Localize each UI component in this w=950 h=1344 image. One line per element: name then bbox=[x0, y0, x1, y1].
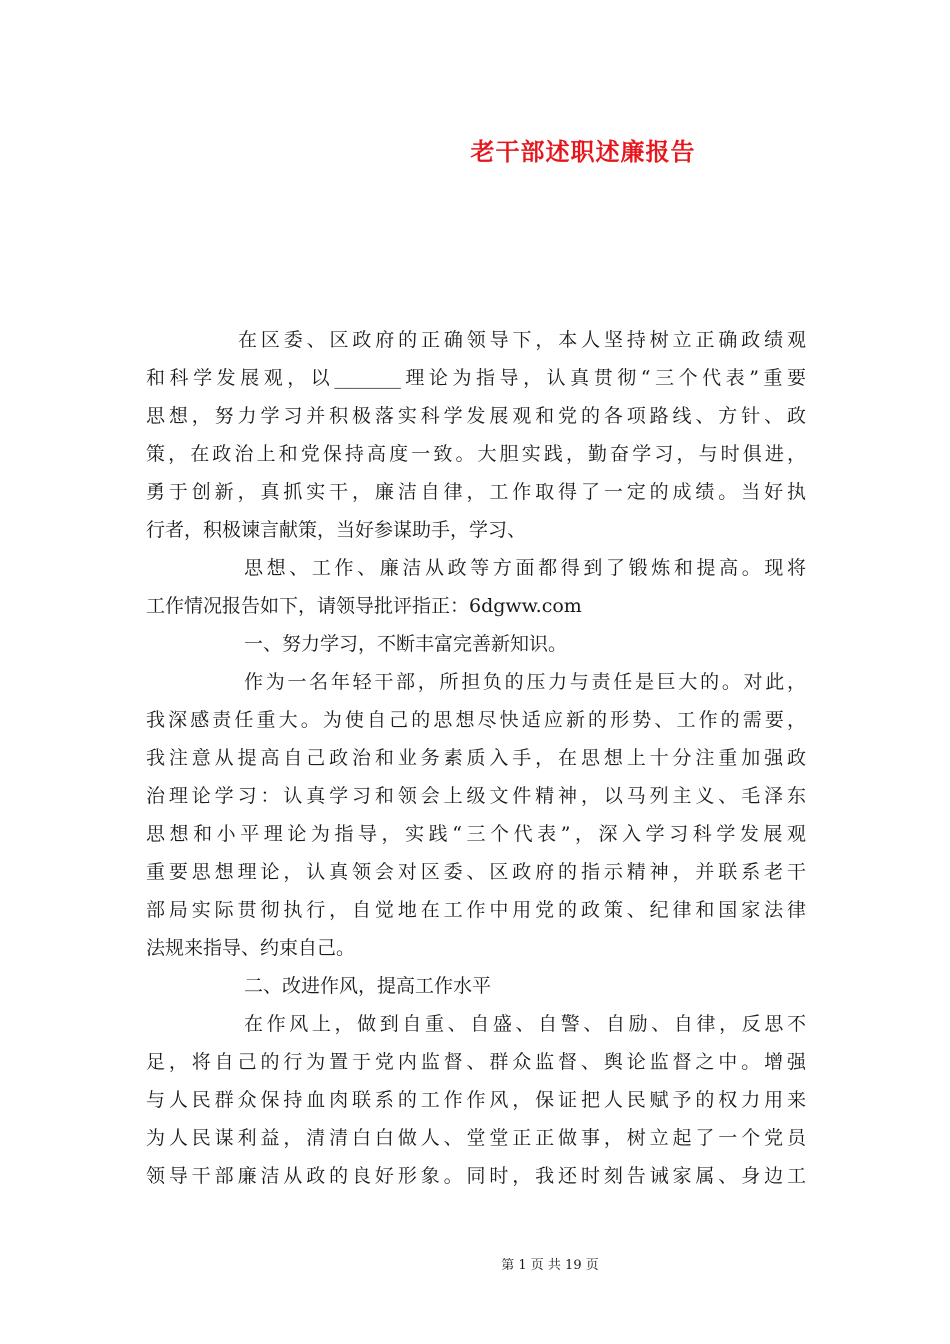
paragraph-line: 思想，努力学习并积极落实科学发展观和党的各项路线、方针、政 bbox=[146, 405, 806, 427]
paragraph-line: 我注意从提高自己政治和业务素质入手，在思想上十分注重加强政 bbox=[146, 747, 806, 769]
paragraph-line: 策，在政治上和党保持高度一致。大胆实践，勤奋学习，与时俱进， bbox=[146, 443, 806, 465]
page-number-footer bbox=[0, 1254, 950, 1273]
paragraph-line: 作为一名年轻干部，所担负的压力与责任是巨大的。对此， bbox=[244, 671, 806, 693]
paragraph-line: 思想和小平理论为指导，实践“三个代表”，深入学习科学发展观 bbox=[146, 823, 806, 845]
document-body bbox=[146, 321, 806, 1195]
paragraph-line: 法规来指导、约束自己。 bbox=[146, 937, 356, 959]
page-number-text: 第 1 页 共 19 页 bbox=[501, 1258, 599, 1273]
paragraph-line: 部局实际贯彻执行，自觉地在工作中用党的政策、纪律和国家法律 bbox=[146, 899, 806, 921]
paragraph-line: 领导干部廉洁从政的良好形象。同时，我还时刻告诫家属、身边工 bbox=[146, 1165, 806, 1187]
section-heading: 一、努力学习，不断丰富完善新知识。 bbox=[244, 633, 568, 655]
paragraph-line: 行者，积极谏言献策，当好参谋助手，学习、 bbox=[146, 519, 527, 541]
paragraph-line: 重要思想理论，认真领会对区委、区政府的指示精神，并联系老干 bbox=[146, 861, 806, 883]
document-title: 老干部述职述廉报告 bbox=[470, 137, 696, 166]
paragraph-line: 工作情况报告如下，请领导批评指正：6dgww.com bbox=[146, 595, 582, 617]
paragraph-line: 和科学发展观，以_______理论为指导，认真贯彻“三个代表”重要 bbox=[146, 367, 806, 389]
paragraph-line: 为人民谋利益，清清白白做人、堂堂正正做事，树立起了一个党员 bbox=[146, 1127, 806, 1149]
paragraph-line: 在区委、区政府的正确领导下，本人坚持树立正确政绩观 bbox=[238, 329, 806, 351]
paragraph-line: 足，将自己的行为置于党内监督、群众监督、舆论监督之中。增强 bbox=[146, 1051, 806, 1073]
paragraph-line: 思想、工作、廉洁从政等方面都得到了锻炼和提高。现将 bbox=[244, 557, 806, 579]
paragraph-line: 在作风上，做到自重、自盛、自警、自励、自律，反思不 bbox=[244, 1013, 806, 1035]
paragraph-line: 与人民群众保持血肉联系的工作作风，保证把人民赋予的权力用来 bbox=[146, 1089, 806, 1111]
paragraph-line: 治理论学习：认真学习和领会上级文件精神，以马列主义、毛泽东 bbox=[146, 785, 806, 807]
paragraph-line: 勇于创新，真抓实干，廉洁自律，工作取得了一定的成绩。当好执 bbox=[146, 481, 806, 503]
section-heading: 二、改进作风，提高工作水平 bbox=[244, 975, 492, 997]
paragraph-line: 我深感责任重大。为使自己的思想尽快适应新的形势、工作的需要， bbox=[146, 709, 806, 731]
